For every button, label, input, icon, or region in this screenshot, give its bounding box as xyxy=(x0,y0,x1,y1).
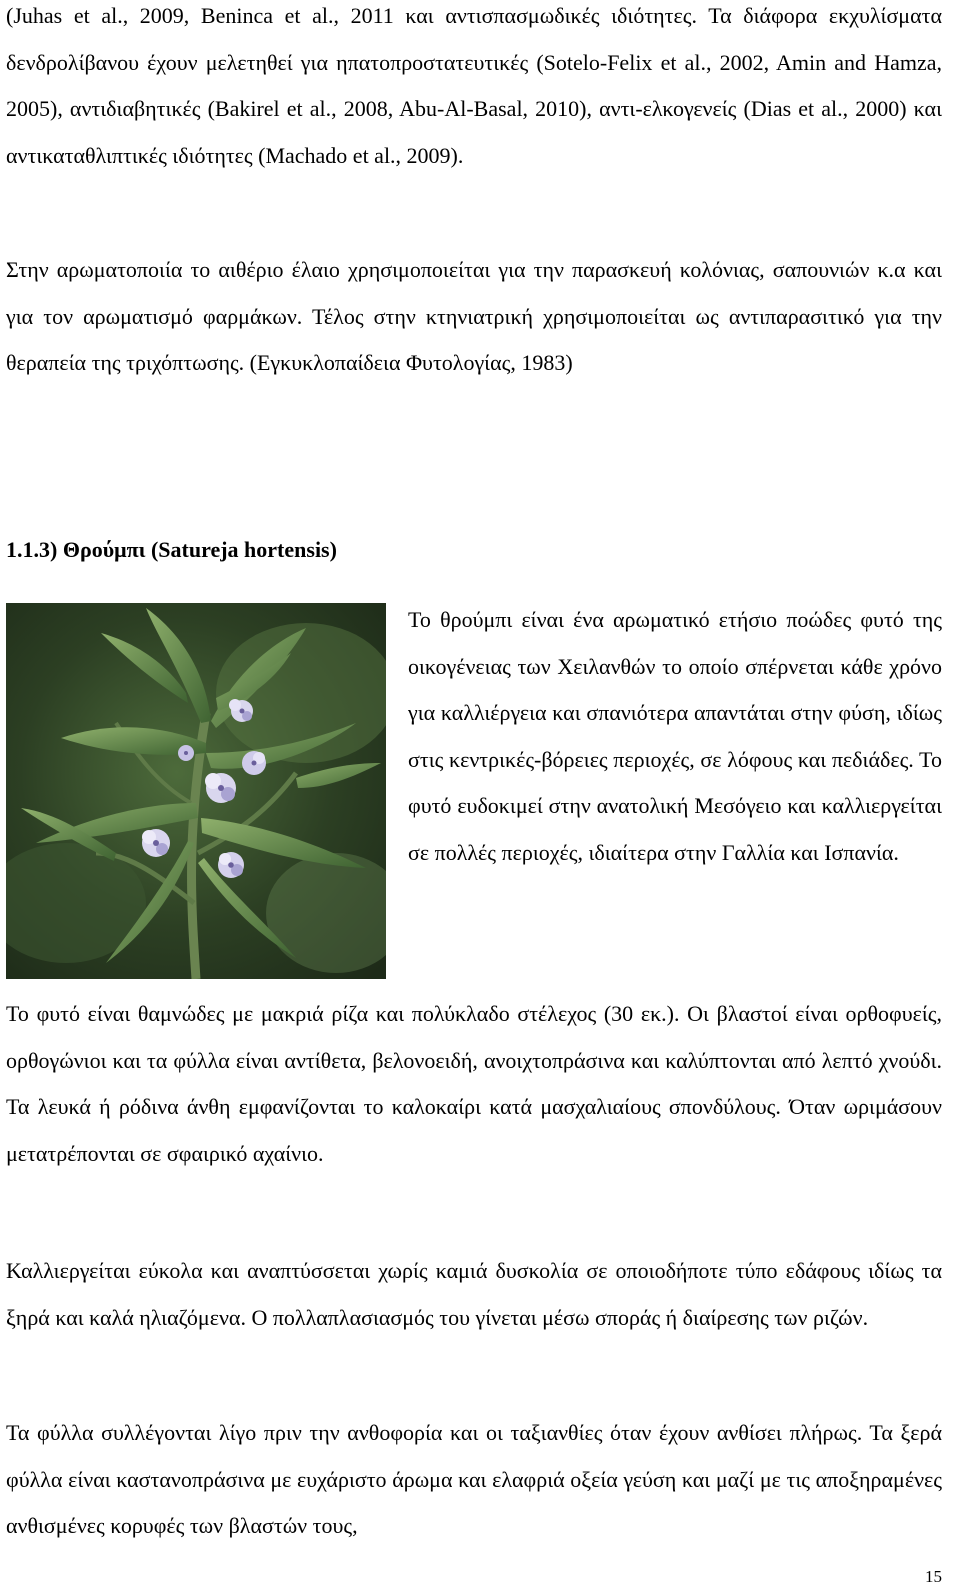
paragraph-savory-morphology: Το φυτό είναι θαμνώδες με μακριά ρίζα και πολύκλαδο στέλεχος (30 εκ.). Οι βλαστοί είναι ορθοφυείς, ορθογώνιοι και τα φύλλα είναι αντίθετα, βελονοειδή, ανοιχτοπράσινα και καλύπτονται από λεπτό χνούδι. Τα λευκά ή ρόδινα άνθη εμφανίζονται το καλοκαίρι κατά μασχαλιαίους σπονδύλους. Όταν ωριμάσουν μετατρέπονται σε σφαιρικό αχαίνιο. xyxy=(6,1001,942,1166)
paragraph-savory-description: Το θρούμπι είναι ένα αρωματικό ετήσιο ποώδες φυτό της οικογένειας των Χειλανθών το οποίο σπέρνεται κάθε χρόνο για καλλιέργεια και σπανιότερα απαντάται στην φύση, ιδίως στις κεντρικές-βόρειες περιοχές, σε λόφους και πεδιάδες. Το φυτό ευδοκιμεί στην ανατολική Μεσόγειο και καλλιεργείται σε πολλές περιοχές, ιδιαίτερα στην Γαλλία και Ισπανία. xyxy=(408,607,942,865)
paragraph-savory-harvest: Τα φύλλα συλλέγονται λίγο πριν την ανθοφορία και οι ταξιανθίες όταν έχουν ανθίσει πλήρως. Τα ξερά φύλλα είναι καστανοπράσινα με ευχάριστο άρωμα και ελαφριά οξεία γεύση και μαζί με τις αποξηραμένες ανθισμένες κορυφές των βλαστών τους, xyxy=(6,1420,942,1538)
savory-plant-photo xyxy=(6,603,386,979)
paragraph-rosemary-uses: Στην αρωματοποιία το αιθέριο έλαιο χρησιμοποιείται για την παρασκευή κολόνιας, σαπουνιών κ.α και για τον αρωματισμό φαρμάκων. Τέλος στην κτηνιατρική χρησιμοποιείται ως αντιπαρασιτικό για την θεραπεία της τριχόπτωσης. (Εγκυκλοπαίδεια Φυτολογίας, 1983) xyxy=(6,257,942,375)
page-number: 15 xyxy=(925,1567,942,1586)
paragraph-savory-cultivation: Καλλιεργείται εύκολα και αναπτύσσεται χωρίς καμιά δυσκολία σε οποιοδήποτε τύπο εδάφους ιδίως τα ξηρά και καλά ηλιαζόμενα. Ο πολλαπλασιασμός του γίνεται μέσω σποράς ή διαίρεσης των ριζών. xyxy=(6,1258,942,1330)
plant-illustration xyxy=(6,603,386,979)
paragraph-rosemary-properties: (Juhas et al., 2009, Beninca et al., 2011 και αντισπασμωδικές ιδιότητες. Τα διάφορα εκχυλίσματα δενδρολίβανου έχουν μελετηθεί για ηπατοπροστατευτικές (Sotelo-Felix et al., 2002, Amin and Hamza, 2005), αντιδιαβητικές (Bakirel et al., 2008, Abu-Al-Basal, 2010), αντι-ελκογενείς (Dias et al., 2000) και αντικαταθλιπτικές ιδιότητες (Machado et al., 2009). xyxy=(6,3,942,168)
section-heading: 1.1.3) Θρούμπι (Satureja hortensis) xyxy=(6,537,337,562)
